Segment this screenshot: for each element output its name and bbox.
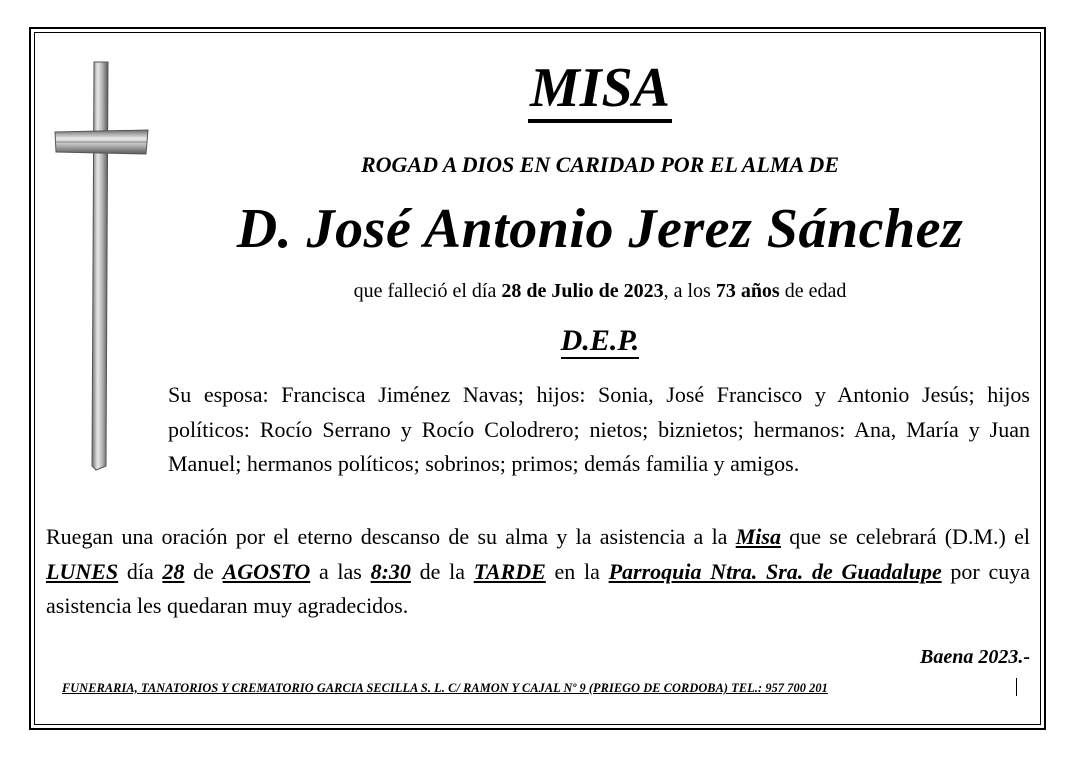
mass-church: Parroquia Ntra. Sra. de Guadalupe [608,558,942,584]
page-title: MISA [420,58,780,118]
mass-weekday: LUNES [46,558,119,584]
death-info: que falleció el día 28 de Julio de 2023, a los 73 años de edad [353,280,847,302]
death-age: 73 años [715,280,780,302]
funeral-home-footer: FUNERARIA, TANATORIOS Y CREMATORIO GARCIA SECILLA S. L. C/ RAMON Y CAJAL Nº 9 (PRIEGO DE CORDOBA) TEL.: 957 700 201 [62,681,828,695]
text-caret [1016,678,1017,696]
mass-period: TARDE [473,558,546,584]
mass-month: AGOSTO [222,558,311,584]
death-date: 28 de Julio de 2023 [501,280,664,302]
family-paragraph: Su esposa: Francisca Jiménez Navas; hijos: Sonia, José Francisco y Antonio Jesús; hijos políticos: Rocío Serrano y Rocío Colodrero; nietos; biznietos; hermanos: Ana, María y Juan Manuel; hermanos políticos; sobrinos; primos; demás familia y amigos. [168,382,1030,476]
pray-line: ROGAD A DIOS EN CARIDAD POR EL ALMA DE [361,152,839,177]
deceased-name: D. José Antonio Jerez Sánchez [236,198,964,260]
place-year: Baena 2023.- [920,646,1030,668]
mass-word: Misa [735,524,781,549]
dep-heading: D.E.P. [560,324,640,357]
mass-day: 28 [162,558,185,584]
mass-request-paragraph: Ruegan una oración por el eterno descanso de su alma y la asistencia a la Misa que se celebrará (D.M.) el LUNES día 28 de AGOSTO a las 8:30 de la TARDE en la Parroquia Ntra. Sra. de Guadalupe por cuya asistencia les quedaran muy agradecidos. [46,524,1030,618]
cross-icon [52,58,152,474]
mass-time: 8:30 [370,558,411,584]
